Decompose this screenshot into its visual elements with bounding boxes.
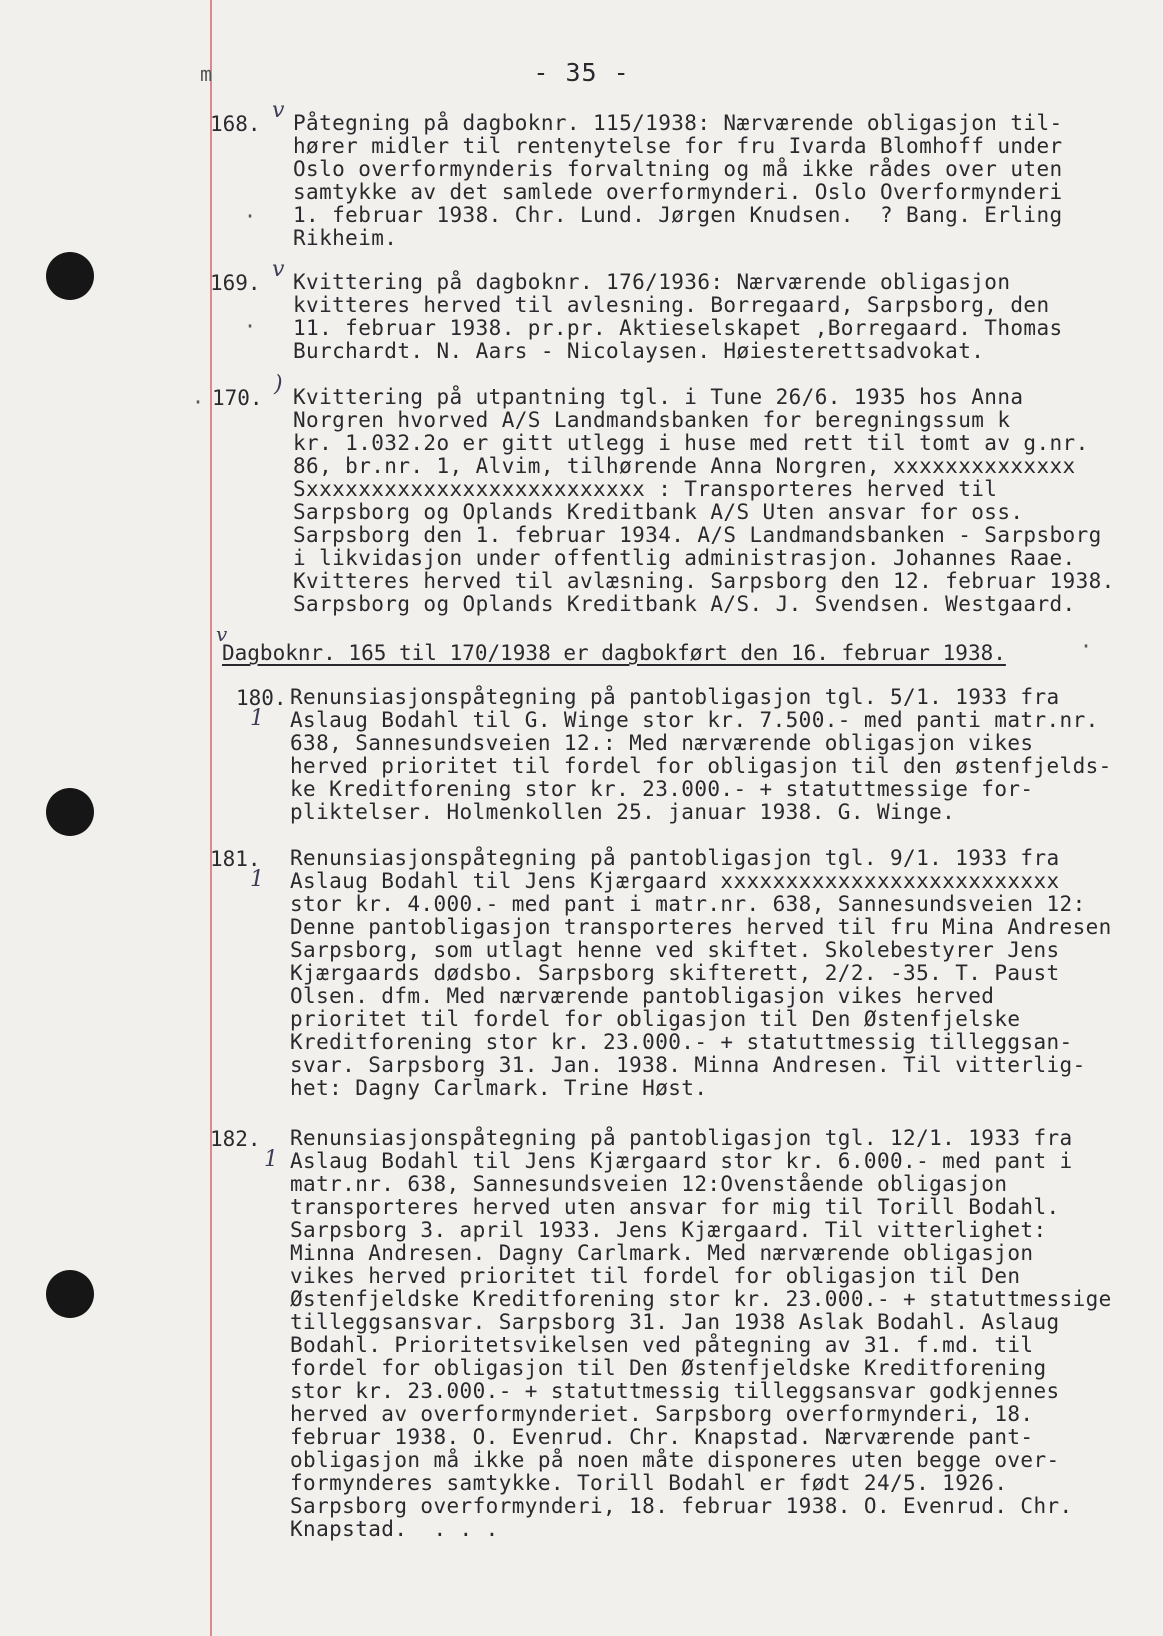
check-mark: 1 [250, 867, 264, 892]
entry-text-line: Kvittering på utpantning tgl. i Tune 26/6. 1935 hos Anna [293, 385, 1024, 409]
entry-text-line: pliktelser. Holmenkollen 25. januar 1938. G. Winge. [290, 800, 956, 824]
entry-text-line: stor kr. 23.000.- + statuttmessig tilleggsansvar godkjennes [290, 1379, 1060, 1403]
check-mark: 1 [264, 1147, 278, 1172]
entry-text-line: formynderes samtykke. Torill Bodahl er født 24/5. 1926. [290, 1471, 1008, 1495]
dagbok-note: Dagboknr. 165 til 170/1938 er dagbokført den 16. februar 1938. [222, 641, 1006, 665]
entry-text-line: herved av overformynderiet. Sarpsborg overformynderi, 18. [290, 1402, 1034, 1426]
page-number: - 35 - [533, 58, 630, 87]
entry-text-line: hører midler til rentenytelse for fru Ivarda Blomhoff under [293, 134, 1063, 158]
entry-number: 182. [210, 1127, 261, 1151]
entry-number: 169. [210, 271, 261, 295]
entry-text-line: svar. Sarpsborg 31. Jan. 1938. Minna Andresen. Til vitterlig- [290, 1053, 1086, 1077]
entry-text-line: samtykke av det samlede overformynderi. Oslo Overformynderi [293, 180, 1063, 204]
entry-text-line: Sarpsborg og Oplands Kreditbank A/S Uten ansvar for oss. [293, 500, 1024, 524]
entry-number: 168. [210, 112, 261, 136]
entry-text-line: 1. februar 1938. Chr. Lund. Jørgen Knudsen. ? Bang. Erling [293, 203, 1063, 227]
corner-mark: m [200, 62, 213, 86]
check-mark: v [272, 98, 285, 123]
punch-hole [46, 252, 94, 300]
entry-text-line: prioritet til fordel for obligasjon til Den Østenfjelske [290, 1007, 1021, 1031]
entry-text-line: Kjærgaards dødsbo. Sarpsborg skifterett, 2/2. -35. T. Paust [290, 961, 1060, 985]
entry-text-line: Østenfjeldske Kreditforening stor kr. 23.000.- + statuttmessige [290, 1287, 1112, 1311]
entry-text-line: Bodahl. Prioritetsvikelsen ved påtegning av 31. f.md. til [290, 1333, 1034, 1357]
entry-text-line: kvitteres herved til avlesning. Borregaard, Sarpsborg, den [293, 293, 1050, 317]
entry-text-line: Olsen. dfm. Med nærværende pantobligasjon vikes herved [290, 984, 995, 1008]
check-mark: ) [274, 372, 283, 397]
entry-text-line: Sxxxxxxxxxxxxxxxxxxxxxxxxxx : Transporteres herved til [293, 477, 998, 501]
entry-text-line: Sarpsborg og Oplands Kreditbank A/S. J. Svendsen. Westgaard. [293, 592, 1076, 616]
entry-number: 181. [210, 847, 261, 871]
punch-hole [46, 788, 94, 836]
entry-text-line: Påtegning på dagboknr. 115/1938: Nærværende obligasjon til- [293, 111, 1063, 135]
red-margin-line [210, 0, 212, 1636]
entry-text-line: ke Kreditforening stor kr. 23.000.- + statuttmessige for- [290, 777, 1034, 801]
entry-text-line: Sarpsborg, som utlagt henne ved skiftet. Skolebestyrer Jens [290, 938, 1060, 962]
check-mark: v [216, 622, 228, 646]
entry-text-line: Minna Andresen. Dagny Carlmark. Med nærværende obligasjon [290, 1241, 1034, 1265]
entry-number: 170. [212, 386, 263, 410]
entry-text-line: Oslo overformynderis forvaltning og må ikke rådes over uten [293, 157, 1063, 181]
entry-text-line: kr. 1.032.2o er gitt utlegg i huse med rett til tomt av g.nr. [293, 431, 1089, 455]
entry-text-line: Kvitteres herved til avlæsning. Sarpsborg den 12. februar 1938. [293, 569, 1115, 593]
entry-text-line: Norgren hvorved A/S Landmandsbanken for beregningssum k [293, 408, 1011, 432]
check-mark: 1 [250, 706, 264, 731]
entry-text-line: fordel for obligasjon til Den Østenfjeldske Kreditforening [290, 1356, 1047, 1380]
entry-text-line: Sarpsborg 3. april 1933. Jens Kjærgaard. Til vitterlighet: [290, 1218, 1047, 1242]
margin-dot: · [192, 390, 205, 414]
entry-text-line: februar 1938. O. Evenrud. Chr. Knapstad. Nærværende pant- [290, 1425, 1034, 1449]
entry-text-line: Kvittering på dagboknr. 176/1936: Nærværende obligasjon [293, 270, 1011, 294]
check-mark: v [272, 257, 285, 282]
entry-text-line: matr.nr. 638, Sannesundsveien 12:Ovenstående obligasjon [290, 1172, 1008, 1196]
margin-dot: · [1080, 634, 1093, 658]
entry-text-line: stor kr. 4.000.- med pant i matr.nr. 638, Sannesundsveien 12: [290, 892, 1086, 916]
entry-text-line: Renunsiasjonspåtegning på pantobligasjon tgl. 12/1. 1933 fra [290, 1126, 1073, 1150]
entry-text-line: Aslaug Bodahl til G. Winge stor kr. 7.500.- med panti matr.nr. [290, 708, 1099, 732]
entry-text-line: 11. februar 1938. pr.pr. Aktieselskapet ,Borregaard. Thomas [293, 316, 1063, 340]
entry-text-line: vikes herved prioritet til fordel for obligasjon til Den [290, 1264, 1021, 1288]
entry-text-line: 638, Sannesundsveien 12.: Med nærværende obligasjon vikes [290, 731, 1034, 755]
entry-text-line: transporteres herved uten ansvar for mig til Torill Bodahl. [290, 1195, 1060, 1219]
entry-text-line: obligasjon må ikke på noen måte disponeres uten begge over- [290, 1448, 1060, 1472]
entry-text-line: Renunsiasjonspåtegning på pantobligasjon tgl. 9/1. 1933 fra [290, 846, 1060, 870]
entry-text-line: Kreditforening stor kr. 23.000.- + statuttmessig tilleggsan- [290, 1030, 1073, 1054]
margin-dot: · [244, 314, 257, 338]
entry-text-line: herved prioritet til fordel for obligasjon til den østenfjelds- [290, 754, 1112, 778]
entry-text-line: Aslaug Bodahl til Jens Kjærgaard xxxxxxxxxxxxxxxxxxxxxxxxxx [290, 869, 1060, 893]
entry-text-line: Knapstad. . . . [290, 1517, 499, 1541]
entry-text-line: Burchardt. N. Aars - Nicolaysen. Høiesterettsadvokat. [293, 339, 985, 363]
entry-text-line: Sarpsborg overformynderi, 18. februar 1938. O. Evenrud. Chr. [290, 1494, 1073, 1518]
entry-number: 180. [236, 686, 287, 710]
margin-dot: · [244, 204, 257, 228]
entry-text-line: Rikheim. [293, 226, 398, 250]
entry-text-line: Denne pantobligasjon transporteres herved til fru Mina Andresen [290, 915, 1112, 939]
entry-text-line: Sarpsborg den 1. februar 1934. A/S Landmandsbanken - Sarpsborg [293, 523, 1102, 547]
entry-text-line: 86, br.nr. 1, Alvim, tilhørende Anna Norgren, xxxxxxxxxxxxxx [293, 454, 1076, 478]
entry-text-line: i likvidasjon under offentlig administrasjon. Johannes Raae. [293, 546, 1076, 570]
entry-text-line: Aslaug Bodahl til Jens Kjærgaard stor kr. 6.000.- med pant i [290, 1149, 1073, 1173]
entry-text-line: tilleggsansvar. Sarpsborg 31. Jan 1938 Aslak Bodahl. Aslaug [290, 1310, 1060, 1334]
entry-text-line: Renunsiasjonspåtegning på pantobligasjon tgl. 5/1. 1933 fra [290, 685, 1060, 709]
entry-text-line: het: Dagny Carlmark. Trine Høst. [290, 1076, 708, 1100]
punch-hole [46, 1270, 94, 1318]
